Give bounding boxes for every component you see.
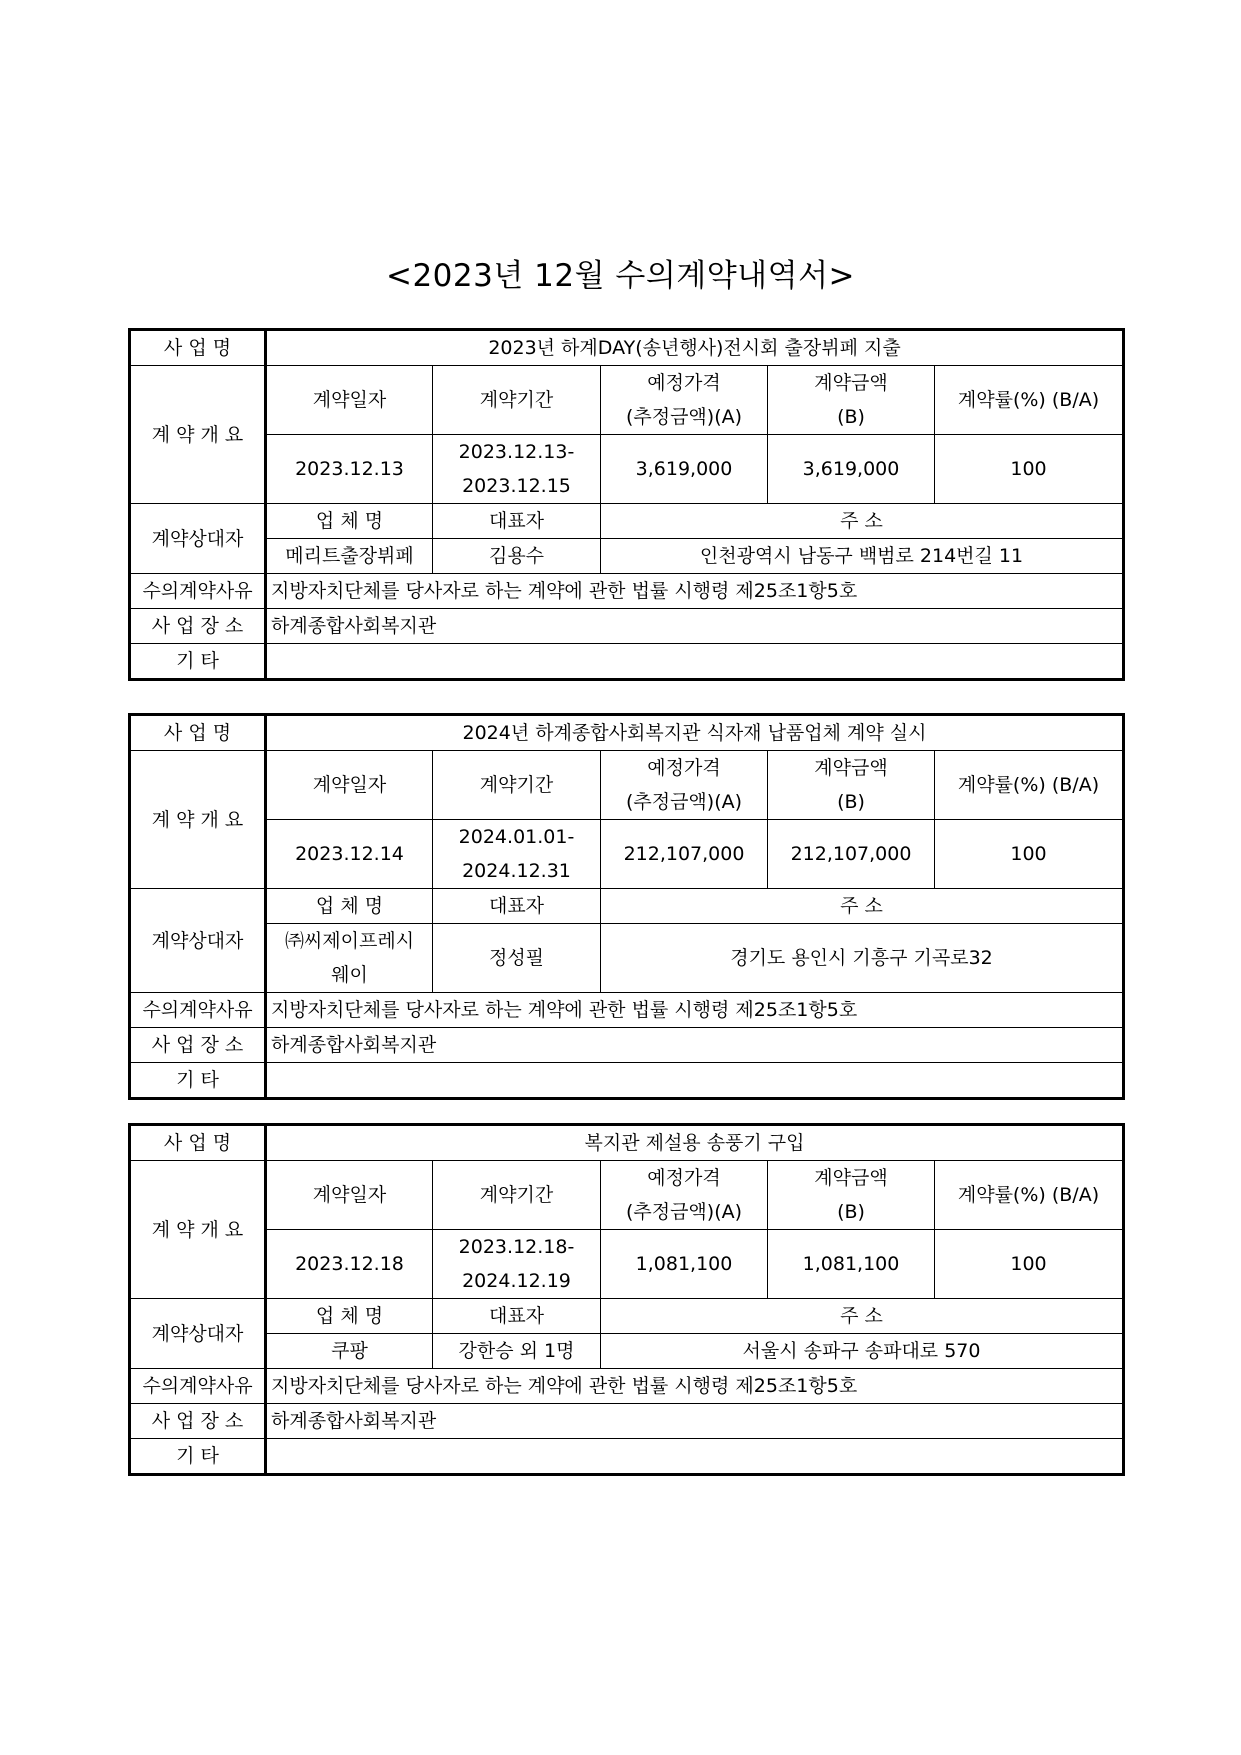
contract-period-value: 2024.01.01- 2024.12.31 bbox=[433, 820, 601, 889]
contract-rate-label: 계약률(%) (B/A) bbox=[935, 751, 1124, 820]
overview-label: 계 약 개 요 bbox=[130, 1161, 266, 1299]
representative-label: 대표자 bbox=[433, 1299, 601, 1334]
estimated-price-label: 예정가격 (추정금액)(A) bbox=[601, 751, 768, 820]
address-value: 인천광역시 남동구 백범로 214번길 11 bbox=[601, 539, 1124, 574]
counterparty-label: 계약상대자 bbox=[130, 504, 266, 574]
etc-value bbox=[266, 644, 1124, 680]
estimated-price-label: 예정가격 (추정금액)(A) bbox=[601, 366, 768, 435]
address-value: 경기도 용인시 기흥구 기곡로32 bbox=[601, 924, 1124, 993]
contract-rate-label: 계약률(%) (B/A) bbox=[935, 366, 1124, 435]
location-label: 사 업 장 소 bbox=[130, 1404, 266, 1439]
representative-value: 정성필 bbox=[433, 924, 601, 993]
representative-label: 대표자 bbox=[433, 889, 601, 924]
contract-amount-value: 212,107,000 bbox=[768, 820, 935, 889]
address-label: 주 소 bbox=[601, 889, 1124, 924]
reason-value: 지방자치단체를 당사자로 하는 계약에 관한 법률 시행령 제25조1항5호 bbox=[266, 1369, 1124, 1404]
company-name-label: 업 체 명 bbox=[266, 1299, 433, 1334]
contract-amount-label: 계약금액 (B) bbox=[768, 1161, 935, 1230]
location-value: 하계종합사회복지관 bbox=[266, 609, 1124, 644]
contract-date-label: 계약일자 bbox=[266, 751, 433, 820]
reason-value: 지방자치단체를 당사자로 하는 계약에 관한 법률 시행령 제25조1항5호 bbox=[266, 993, 1124, 1028]
representative-label: 대표자 bbox=[433, 504, 601, 539]
reason-value: 지방자치단체를 당사자로 하는 계약에 관한 법률 시행령 제25조1항5호 bbox=[266, 574, 1124, 609]
contract-rate-value: 100 bbox=[935, 1230, 1124, 1299]
company-name-label: 업 체 명 bbox=[266, 504, 433, 539]
contract-date-value: 2023.12.13 bbox=[266, 435, 433, 504]
contract-date-label: 계약일자 bbox=[266, 1161, 433, 1230]
company-name-value: ㈜씨제이프레시 웨이 bbox=[266, 924, 433, 993]
etc-value bbox=[266, 1063, 1124, 1099]
location-label: 사 업 장 소 bbox=[130, 609, 266, 644]
company-name-value: 쿠팡 bbox=[266, 1334, 433, 1369]
contract-date-label: 계약일자 bbox=[266, 366, 433, 435]
project-name-label: 사 업 명 bbox=[130, 715, 266, 751]
address-label: 주 소 bbox=[601, 504, 1124, 539]
company-name-label: 업 체 명 bbox=[266, 889, 433, 924]
contract-amount-value: 3,619,000 bbox=[768, 435, 935, 504]
contract-amount-value: 1,081,100 bbox=[768, 1230, 935, 1299]
counterparty-label: 계약상대자 bbox=[130, 889, 266, 993]
contract-period-label: 계약기간 bbox=[433, 1161, 601, 1230]
representative-value: 김용수 bbox=[433, 539, 601, 574]
reason-label: 수의계약사유 bbox=[130, 1369, 266, 1404]
project-name-value: 2023년 하계DAY(송년행사)전시회 출장뷔페 지출 bbox=[266, 330, 1124, 366]
contract-date-value: 2023.12.18 bbox=[266, 1230, 433, 1299]
etc-value bbox=[266, 1439, 1124, 1475]
reason-label: 수의계약사유 bbox=[130, 993, 266, 1028]
project-name-label: 사 업 명 bbox=[130, 1125, 266, 1161]
reason-label: 수의계약사유 bbox=[130, 574, 266, 609]
overview-label: 계 약 개 요 bbox=[130, 366, 266, 504]
page-title: <2023년 12월 수의계약내역서> bbox=[385, 258, 855, 294]
etc-label: 기 타 bbox=[130, 644, 266, 680]
contract-period-label: 계약기간 bbox=[433, 751, 601, 820]
estimated-price-value: 3,619,000 bbox=[601, 435, 768, 504]
contract-amount-label: 계약금액 (B) bbox=[768, 751, 935, 820]
estimated-price-label: 예정가격 (추정금액)(A) bbox=[601, 1161, 768, 1230]
contract-table-1 bbox=[128, 328, 1125, 681]
contract-rate-label: 계약률(%) (B/A) bbox=[935, 1161, 1124, 1230]
project-name-value: 복지관 제설용 송풍기 구입 bbox=[266, 1125, 1124, 1161]
etc-label: 기 타 bbox=[130, 1063, 266, 1099]
company-name-value: 메리트출장뷔페 bbox=[266, 539, 433, 574]
location-label: 사 업 장 소 bbox=[130, 1028, 266, 1063]
address-value: 서울시 송파구 송파대로 570 bbox=[601, 1334, 1124, 1369]
contract-date-value: 2023.12.14 bbox=[266, 820, 433, 889]
contract-period-value: 2023.12.18- 2024.12.19 bbox=[433, 1230, 601, 1299]
contract-amount-label: 계약금액 (B) bbox=[768, 366, 935, 435]
project-name-value: 2024년 하계종합사회복지관 식자재 납품업체 계약 실시 bbox=[266, 715, 1124, 751]
project-name-label: 사 업 명 bbox=[130, 330, 266, 366]
contract-period-value: 2023.12.13- 2023.12.15 bbox=[433, 435, 601, 504]
location-value: 하계종합사회복지관 bbox=[266, 1028, 1124, 1063]
location-value: 하계종합사회복지관 bbox=[266, 1404, 1124, 1439]
estimated-price-value: 212,107,000 bbox=[601, 820, 768, 889]
overview-label: 계 약 개 요 bbox=[130, 751, 266, 889]
contract-rate-value: 100 bbox=[935, 435, 1124, 504]
contract-rate-value: 100 bbox=[935, 820, 1124, 889]
contract-table-3 bbox=[128, 1123, 1125, 1476]
representative-value: 강한승 외 1명 bbox=[433, 1334, 601, 1369]
etc-label: 기 타 bbox=[130, 1439, 266, 1475]
contract-table-2 bbox=[128, 713, 1125, 1100]
counterparty-label: 계약상대자 bbox=[130, 1299, 266, 1369]
address-label: 주 소 bbox=[601, 1299, 1124, 1334]
estimated-price-value: 1,081,100 bbox=[601, 1230, 768, 1299]
contract-period-label: 계약기간 bbox=[433, 366, 601, 435]
